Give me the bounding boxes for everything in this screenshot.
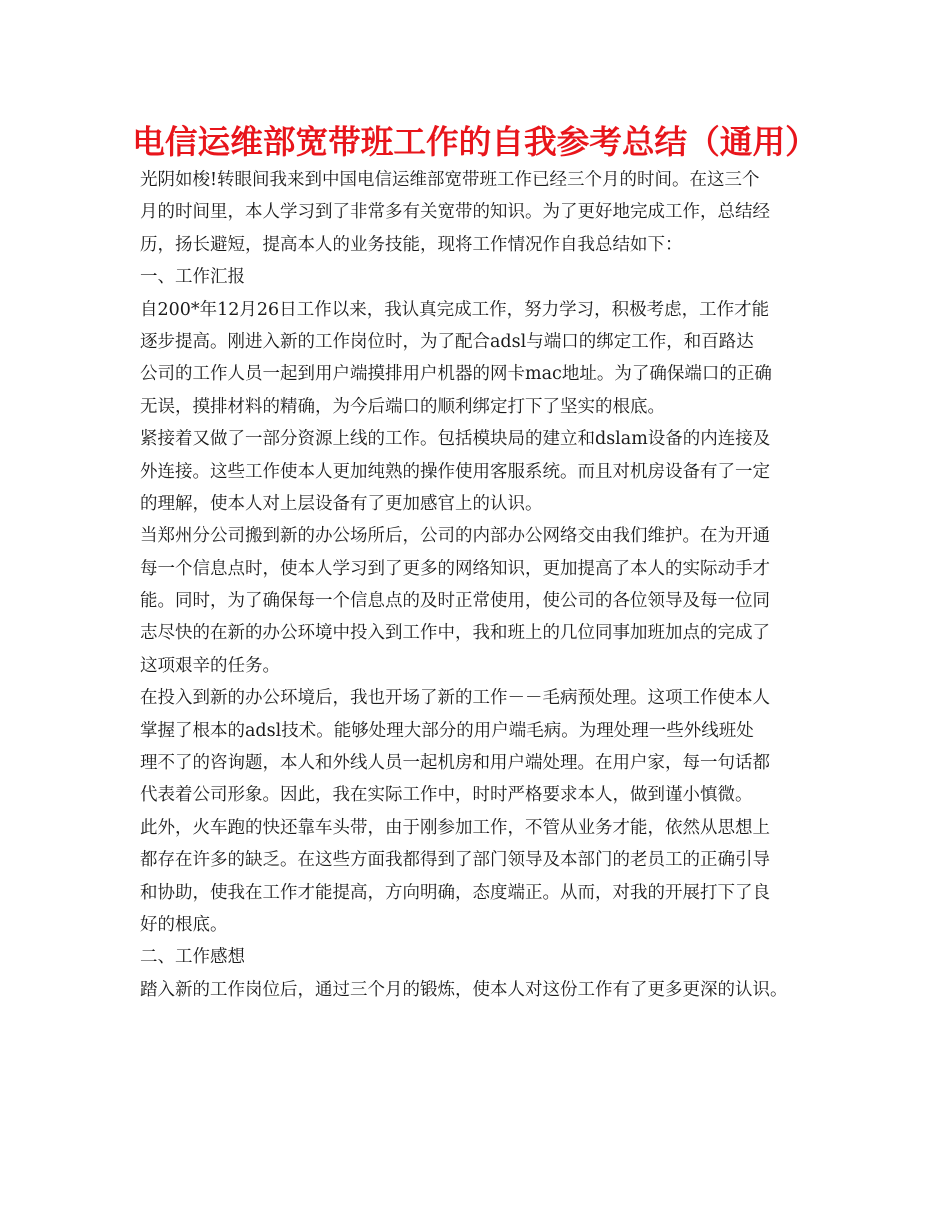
document-title: 电信运维部宽带班工作的自我参考总结（通用） [132,123,818,161]
text-line: 和协助，使我在工作才能提高，方向明确，态度端正。从而，对我的开展打下了良 [140,882,770,903]
text-line: 这项艰辛的任务。 [140,655,280,676]
text-line: 踏入新的工作岗位后，通过三个月的锻炼，使本人对这份工作有了更多更深的认识。 [140,979,788,1000]
text-line: 无误，摸排材料的精确，为今后端口的顺利绑定打下了坚实的根底。 [140,396,665,417]
text-line: 好的根底。 [140,914,228,935]
text-line: 都存在许多的缺乏。在这些方面我都得到了部门领导及本部门的老员工的正确引导 [140,850,770,871]
text-line: 代表着公司形象。因此，我在实际工作中，时时严格要求本人，做到谨小慎微。 [140,785,753,806]
text-line: 当郑州分公司搬到新的办公场所后，公司的内部办公网络交由我们维护。在为开通 [140,526,770,547]
text-line: 逐步提高。刚进入新的工作岗位时，为了配合adsl与端口的绑定工作，和百路达 [140,331,754,352]
text-line: 的理解，使本人对上层设备有了更加感官上的认识。 [140,493,543,514]
text-line: 月的时间里，本人学习到了非常多有关宽带的知识。为了更好地完成工作，总结经 [140,202,770,223]
document-body [140,164,830,1006]
text-line: 志尽快的在新的办公环境中投入到工作中，我和班上的几位同事加班加点的完成了 [140,623,770,644]
section-heading: 一、工作汇报 [140,267,245,288]
text-line: 每一个信息点时，使本人学习到了更多的网络知识，更加提高了本人的实际动手才 [140,558,770,579]
text-line: 能。同时，为了确保每一个信息点的及时正常使用，使公司的各位领导及每一位同 [140,591,770,612]
text-line: 公司的工作人员一起到用户端摸排用户机器的网卡mac地址。为了确保端口的正确 [140,364,772,385]
text-line: 在投入到新的办公环境后，我也开场了新的工作－－毛病预处理。这项工作使本人 [140,688,770,709]
text-line: 紧接着又做了一部分资源上线的工作。包括模块局的建立和dslam设备的内连接及 [140,429,771,450]
text-line: 历，扬长避短，提高本人的业务技能，现将工作情况作自我总结如下： [140,234,683,255]
text-line: 掌握了根本的adsl技术。能够处理大部分的用户端毛病。为理处理一些外线班处 [140,720,754,741]
text-line: 光阴如梭!转眼间我来到中国电信运维部宽带班工作已经三个月的时间。在这三个 [140,170,760,190]
text-line: 此外，火车跑的快还靠车头带，由于刚参加工作，不管从业务才能，依然从思想上 [140,817,770,838]
section-heading: 二、工作感想 [140,947,245,968]
text-line: 外连接。这些工作使本人更加纯熟的操作使用客服系统。而且对机房设备有了一定 [140,461,770,482]
text-line: 理不了的咨询题，本人和外线人员一起机房和用户端处理。在用户家，每一句话都 [140,753,770,774]
text-line: 自200*年12月26日工作以来，我认真完成工作，努力学习，积极考虑，工作才能 [140,299,770,320]
